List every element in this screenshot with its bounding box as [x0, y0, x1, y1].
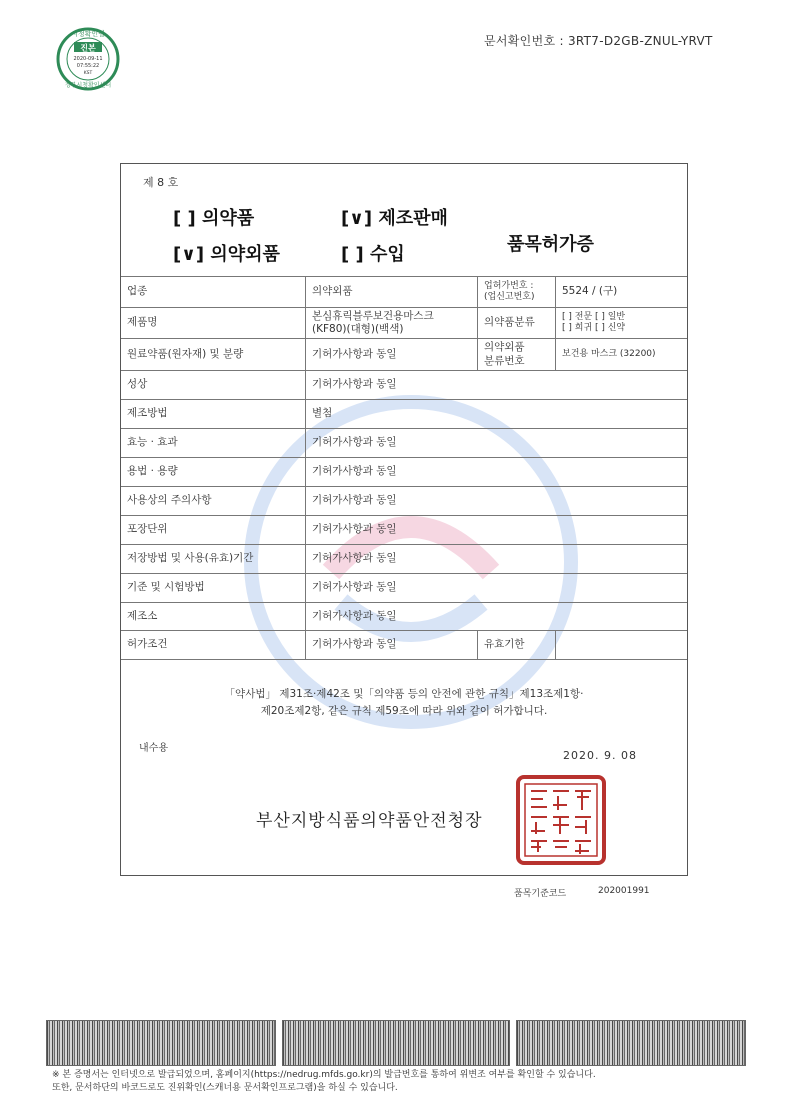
- validity-label: 유효기한: [477, 631, 555, 659]
- table-row: [121, 486, 687, 515]
- legal-notice-line2: 제20조제2항, 같은 규칙 제59조에 따라 위와 같이 허가합니다.: [260, 705, 548, 717]
- table-row: [121, 307, 687, 338]
- conditions-value: 기허가사항과 동일: [305, 631, 477, 659]
- table-row: [121, 338, 687, 370]
- table-row: [121, 370, 687, 399]
- manufacturing-method-value: 별첨: [305, 400, 687, 428]
- packaging-unit-label: 포장단위: [127, 523, 168, 536]
- dosage-label: 용법 · 용량: [127, 465, 178, 478]
- form-number: 제 8 호: [143, 176, 179, 189]
- product-name-value: 본심휴릭블루보건용마스크 (KF80)(대형)(백색): [305, 308, 477, 338]
- storage-value: 기허가사항과 동일: [305, 545, 687, 573]
- barcode: [516, 1020, 746, 1066]
- conditions-label: 허가조건: [127, 638, 168, 651]
- footer-notice-line2: 또한, 문서하단의 바코드로도 진위확인(스캐너용 문서확인프로그램)을 하실 수 있습니다.: [52, 1083, 398, 1093]
- seal-top-text: 시청확인필: [71, 30, 105, 38]
- table-row: [121, 602, 687, 630]
- permit-table: [121, 276, 687, 660]
- efficacy-label: 효능 · 효과: [127, 436, 178, 449]
- packaging-unit-value: 기허가사항과 동일: [305, 516, 687, 544]
- option-manufacture-sale: [∨] 제조판매: [341, 208, 448, 229]
- table-row: [121, 630, 687, 660]
- seal-center-text: 진본: [80, 43, 96, 53]
- barcode: [282, 1020, 510, 1066]
- issue-date: 2020. 9. 08: [563, 749, 637, 762]
- table-row: [121, 276, 687, 307]
- validity-value: [555, 631, 687, 659]
- table-row: [121, 428, 687, 457]
- table-row: [121, 515, 687, 544]
- table-row: [121, 457, 687, 486]
- footer-notice-line1: ※ 본 증명서는 인터넷으로 발급되었으며, 홈페이지(https://nedrug.mfds.go.kr)의 발급번호를 통하여 위변조 여부를 확인할 수 있습니다.: [52, 1070, 596, 1080]
- legal-notice-line1: 「약사법」 제31조·제42조 및「의약품 등의 안전에 관한 규칙」제13조제1항·: [224, 688, 584, 700]
- quasi-drug-class-label: 의약외품 분류번호: [477, 339, 555, 370]
- properties-label: 성상: [127, 378, 148, 391]
- seal-org-code: KST: [83, 71, 93, 76]
- option-pharmaceutical: [ ] 의약품: [173, 208, 255, 229]
- seal-bottom-text: 정부시청확인센터: [64, 82, 112, 89]
- permit-title: 품목허가증: [507, 234, 594, 255]
- permit-form: [120, 163, 688, 876]
- efficacy-value: 기허가사항과 동일: [305, 429, 687, 457]
- official-stamp: [515, 774, 607, 866]
- precautions-value: 기허가사항과 동일: [305, 487, 687, 515]
- manufacturer-label: 제조소: [127, 609, 158, 622]
- seal-date: 2020-09-11: [73, 56, 103, 62]
- quasi-drug-class-value: 보건용 마스크 (32200): [555, 339, 687, 370]
- item-code-label: 품목기준코드: [514, 889, 567, 899]
- document-number: [484, 32, 713, 49]
- business-type-label: 업종: [127, 285, 148, 298]
- drug-class-value: [ ] 전문 [ ] 일반 [ ] 희귀 [ ] 신약: [555, 308, 687, 338]
- item-code-value: 202001991: [598, 886, 650, 896]
- storage-label: 저장방법 및 사용(유효)기간: [127, 552, 254, 565]
- license-number-label: 업허가번호 : (업신고번호): [477, 277, 555, 307]
- ingredients-label: 원료약품(원자재) 및 분량: [127, 347, 244, 360]
- ingredients-value: 기허가사항과 동일: [305, 339, 477, 370]
- business-type-value: 의약외품: [305, 277, 477, 307]
- seal-time: 07:55:22: [76, 63, 100, 69]
- document-number-label: 문서확인번호 :: [484, 34, 564, 48]
- product-name-label: 제품명: [127, 316, 158, 329]
- properties-value: 기허가사항과 동일: [305, 371, 687, 399]
- option-quasi-drug: [∨] 의약외품: [173, 244, 280, 265]
- standards-value: 기허가사항과 동일: [305, 574, 687, 602]
- manufacturing-method-label: 제조방법: [127, 407, 168, 420]
- license-number-value: 5524 / (구): [555, 277, 687, 307]
- precautions-label: 사용상의 주의사항: [127, 494, 212, 507]
- standards-label: 기준 및 시험방법: [127, 581, 205, 594]
- barcode: [46, 1020, 276, 1066]
- document-number-value: 3RT7-D2GB-ZNUL-YRVT: [567, 34, 713, 48]
- footer-notice: [52, 1069, 596, 1095]
- drug-class-label: 의약품분류: [477, 308, 555, 338]
- option-import: [ ] 수입: [341, 244, 405, 265]
- authentication-seal: [48, 27, 128, 91]
- manufacturer-value: 기허가사항과 동일: [305, 603, 687, 630]
- issuer-name: 부산지방식품의약품안전청장: [256, 811, 483, 831]
- table-row: [121, 399, 687, 428]
- table-row: [121, 544, 687, 573]
- dosage-value: 기허가사항과 동일: [305, 458, 687, 486]
- domestic-use-label: 내수용: [139, 743, 168, 754]
- table-row: [121, 573, 687, 602]
- legal-notice: [121, 686, 687, 720]
